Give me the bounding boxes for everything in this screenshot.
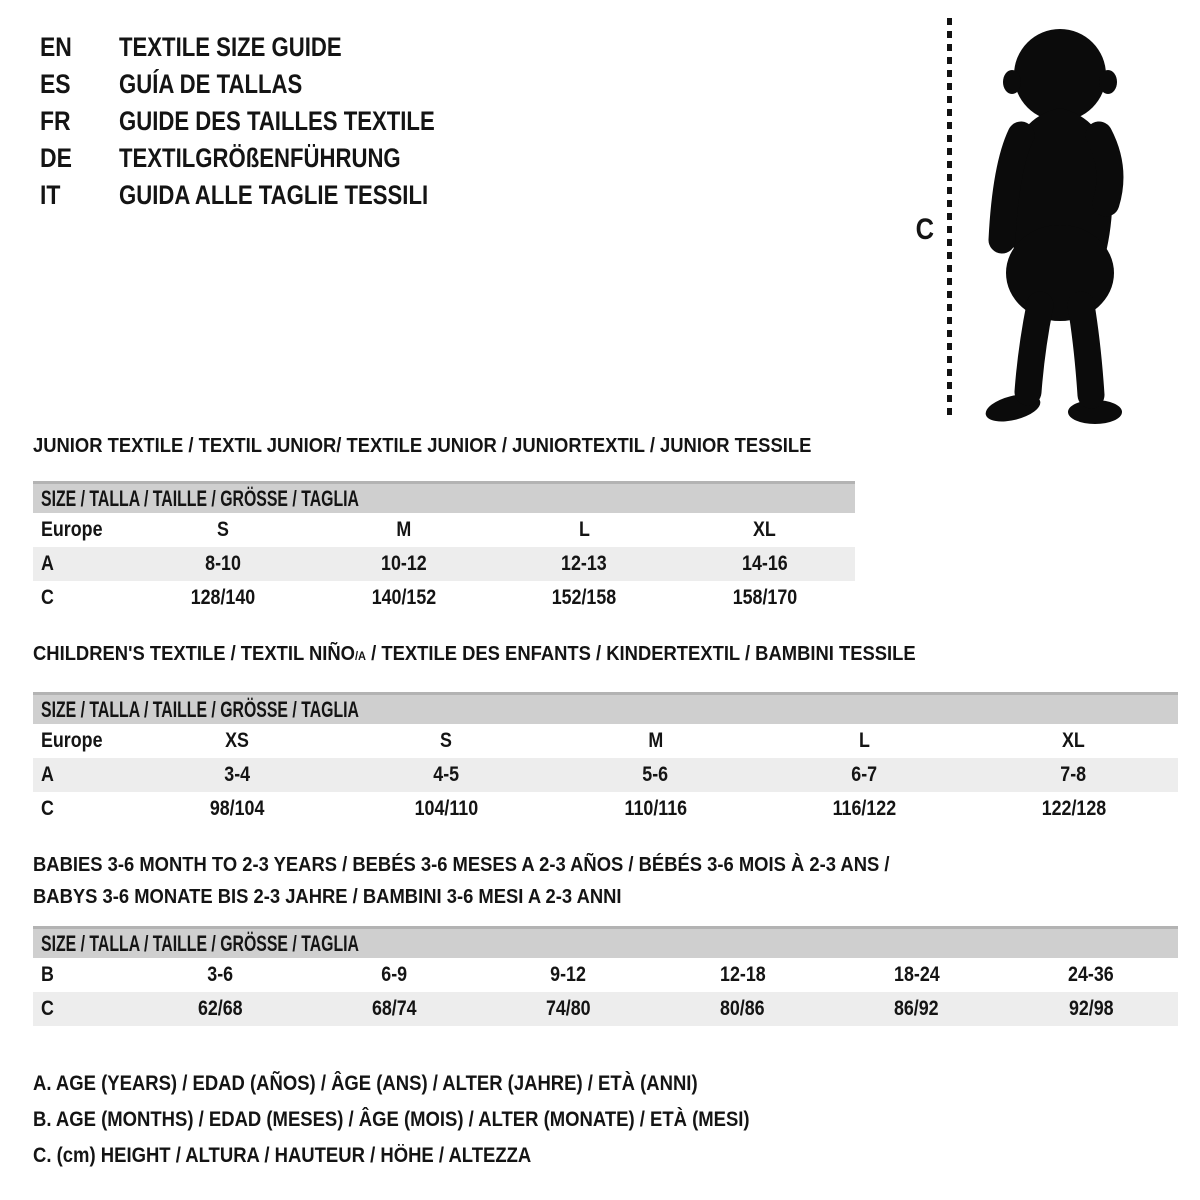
- babies-size-table: [33, 926, 1178, 1026]
- legend-age-years: A. AGE (YEARS) / EDAD (AÑOS) / ÂGE (ANS) / ALTER (JAHRE) / ETÀ (ANNI): [33, 1072, 698, 1095]
- guide-title-fr: GUIDE DES TAILLES TEXTILE: [119, 106, 435, 136]
- guide-title-de: TEXTILGRÖßENFÜHRUNG: [119, 143, 401, 173]
- measurement-legend: [33, 1066, 847, 1174]
- babies-row-height-cm: C 62/68 68/74 74/80 80/86 86/92 92/98: [33, 992, 1178, 1026]
- lang-code-de: DE: [40, 143, 72, 173]
- lang-code-es: ES: [40, 69, 71, 99]
- children-row-europe: Europe XS S M L XL: [41, 729, 1085, 752]
- junior-row-height-cm: C 128/140 140/152 152/158 158/170: [41, 586, 798, 609]
- children-row-height-cm: C 98/104 104/110 110/116 116/122 122/128: [41, 797, 1106, 820]
- children-row-age-years: A 3-4 4-5 5-6 6-7 7-8: [33, 758, 1178, 792]
- children-size-table: [33, 692, 1178, 826]
- language-title-block: [40, 29, 504, 214]
- guide-title-es: GUÍA DE TALLAS: [119, 69, 303, 99]
- lang-row-es: [40, 66, 504, 103]
- vertical-dashed-measure-line-icon: [947, 18, 952, 415]
- junior-row-europe: Europe S M L XL: [41, 518, 777, 541]
- lang-row-fr: [40, 103, 504, 140]
- children-table-header: SIZE / TALLA / TAILLE / GRÖSSE / TAGLIA: [33, 692, 1178, 724]
- children-section-heading: CHILDREN'S TEXTILE / TEXTIL NIÑO/A / TEXTILE DES ENFANTS / KINDERTEXTIL / BAMBINI TESSILE: [33, 643, 916, 665]
- lang-code-en: EN: [40, 32, 72, 62]
- junior-size-table: [33, 481, 855, 615]
- guide-title-en: TEXTILE SIZE GUIDE: [119, 32, 342, 62]
- guide-title-it: GUIDA ALLE TAGLIE TESSILI: [119, 180, 429, 210]
- height-measure-label: C: [915, 213, 935, 246]
- babies-table-header: SIZE / TALLA / TAILLE / GRÖSSE / TAGLIA: [33, 926, 1178, 958]
- legend-age-months: B. AGE (MONTHS) / EDAD (MESES) / ÂGE (MOIS) / ALTER (MONATE) / ETÀ (MESI): [33, 1108, 750, 1131]
- lang-row-it: [40, 177, 504, 214]
- junior-row-age-years: A 8-10 10-12 12-13 14-16: [33, 547, 855, 581]
- junior-section-heading: JUNIOR TEXTILE / TEXTIL JUNIOR/ TEXTILE JUNIOR / JUNIORTEXTIL / JUNIOR TESSILE: [33, 435, 812, 457]
- junior-table-header: SIZE / TALLA / TAILLE / GRÖSSE / TAGLIA: [33, 481, 855, 513]
- babies-row-age-months: B 3-6 6-9 9-12 12-18 18-24 24-36: [41, 963, 1114, 986]
- babies-section-heading: BABIES 3-6 MONTH TO 2-3 YEARS / BEBÉS 3-6 MESES A 2-3 AÑOS / BÉBÉS 3-6 MOIS À 2-3 ANS / BABYS 3-6 MONATE BIS 2-3 JAHRE / BAMBINI 3-6 MESI A 2-3 ANNI: [33, 854, 890, 908]
- lang-row-de: [40, 140, 504, 177]
- legend-height-cm: C. (cm) HEIGHT / ALTURA / HAUTEUR / HÖHE / ALTEZZA: [33, 1144, 532, 1167]
- lang-code-it: IT: [40, 180, 61, 210]
- toddler-silhouette-icon: [955, 10, 1155, 425]
- lang-row-en: [40, 29, 504, 66]
- lang-code-fr: FR: [40, 106, 71, 136]
